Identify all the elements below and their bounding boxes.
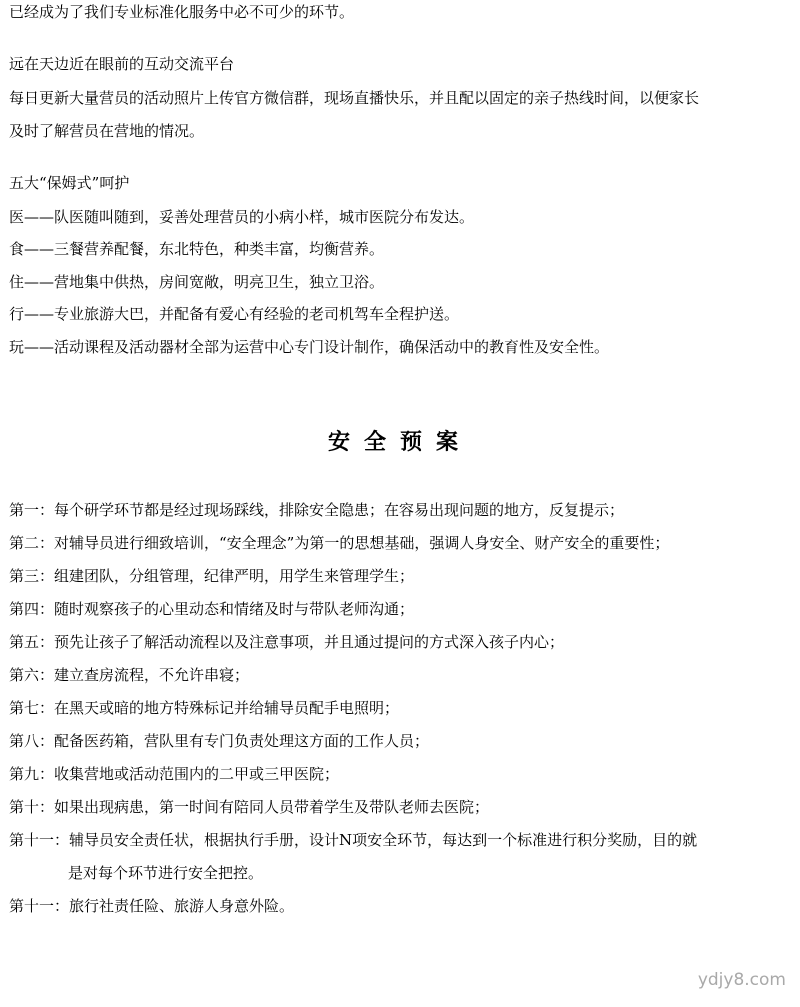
safety-item: 第十：如果出现病患，第一时间有陪同人员带着学生及带队老师去医院； [9, 798, 490, 816]
care-item-medical: 医——队医随叫随到，妥善处理营员的小病小样，城市医院分布发达。 [9, 208, 475, 226]
safety-item: 第五：预先让孩子了解活动流程以及注意事项，并且通过提问的方式深入孩子内心； [9, 633, 565, 651]
safety-item: 第八：配备医药箱，营队里有专门负责处理这方面的工作人员； [9, 732, 430, 750]
safety-item: 第二：对辅导员进行细致培训，“安全理念”为第一的思想基础，强调人身安全、财产安全的重要性； [9, 534, 670, 552]
care-item-lodging: 住——营地集中供热，房间宽敞，明亮卫生，独立卫浴。 [9, 273, 385, 291]
safety-item: 第一：每个研学环节都是经过现场踩线，排除安全隐患；在容易出现问题的地方，反复提示； [9, 501, 625, 519]
page-title: 安全预案 [327, 429, 472, 455]
safety-item: 第三：组建团队，分组管理，纪律严明，用学生来管理学生； [9, 567, 415, 585]
safety-item: 第四：随时观察孩子的心里动态和情绪及时与带队老师沟通； [9, 600, 415, 618]
safety-item: 第七：在黑天或暗的地方特殊标记并给辅导员配手电照明； [9, 699, 400, 717]
care-heading: 五大“保姆式”呵护 [9, 174, 130, 192]
safety-item: 第九：收集营地或活动范围内的二甲或三甲医院； [9, 765, 340, 783]
platform-text: 及时了解营员在营地的情况。 [9, 122, 205, 140]
care-item-food: 食——三餐营养配餐，东北特色，种类丰富，均衡营养。 [9, 240, 385, 258]
safety-item-continuation: 是对每个环节进行安全把控。 [68, 864, 264, 882]
intro-text: 已经成为了我们专业标准化服务中必不可少的环节。 [9, 3, 355, 21]
watermark: ydjy8.com [697, 970, 786, 990]
safety-item: 第六：建立查房流程，不允许串寝； [9, 666, 250, 684]
safety-item: 第十一：辅导员安全责任状，根据执行手册，设计N项安全环节，每达到一个标准进行积分奖励，目的就 [9, 831, 698, 849]
care-item-transport: 行——专业旅游大巴，并配备有爱心有经验的老司机驾车全程护送。 [9, 305, 460, 323]
platform-text: 每日更新大量营员的活动照片上传官方微信群，现场直播快乐，并且配以固定的亲子热线时间，以便家长 [9, 89, 700, 107]
platform-heading: 远在天边近在眼前的互动交流平台 [9, 55, 235, 73]
safety-item: 第十一：旅行社责任险、旅游人身意外险。 [9, 897, 295, 915]
care-item-activities: 玩——活动课程及活动器材全部为运营中心专门设计制作，确保活动中的教育性及安全性。 [9, 338, 610, 356]
